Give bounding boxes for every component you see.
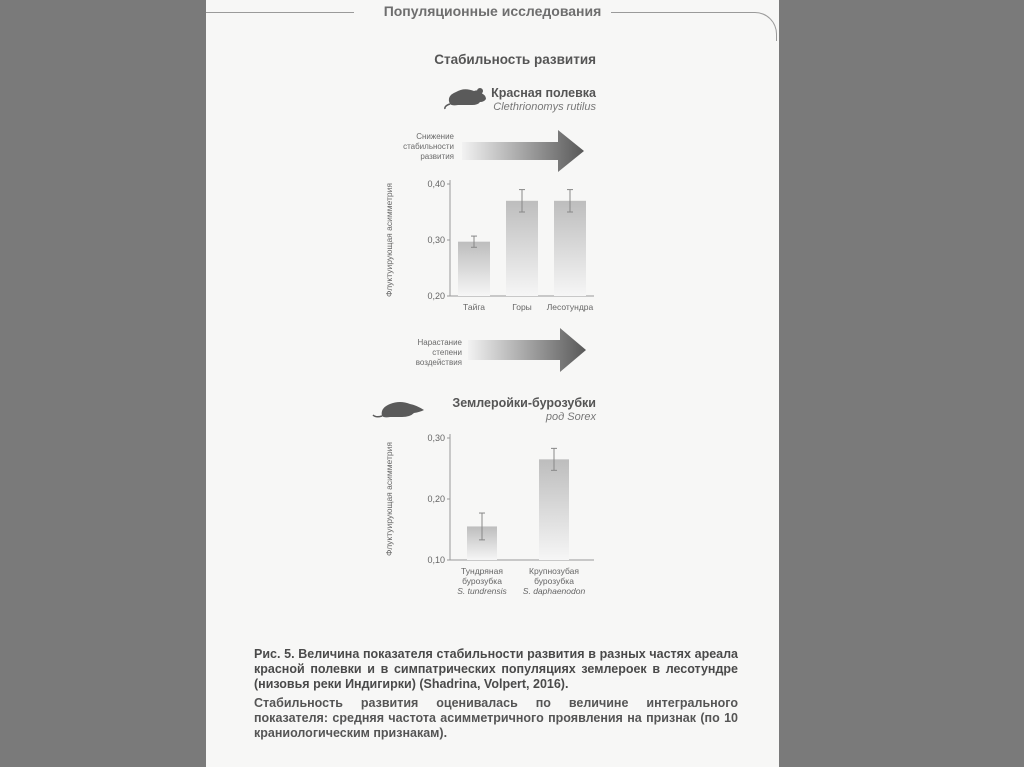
caption-text: Стабильность развития оценивалась по величине интегрального показателя: средняя частота асимметричного проявления на признак (по 10 краниологическим признакам).: [254, 696, 738, 740]
chart-shrew: [382, 424, 602, 608]
arrow2-label: Нарастание степени воздействия: [415, 338, 462, 367]
y-tick-label: 0,40: [427, 179, 445, 189]
species1-latin: Clethrionomys rutilus: [493, 101, 596, 113]
category-label: Тайга: [463, 302, 485, 312]
y-axis-label: Флуктуирующая асимметрия: [384, 183, 394, 297]
bar: [506, 201, 538, 296]
arrow2-icon: [468, 328, 588, 372]
category-label: Лесотундра: [546, 302, 594, 312]
category-label: бурозубка: [534, 576, 574, 586]
category-label: Тундряная: [461, 566, 503, 576]
y-axis-label: Флуктуирующая асимметрия: [384, 442, 394, 556]
y-tick-label: 0,30: [427, 433, 445, 443]
category-label: S. tundrensis: [457, 586, 507, 596]
figure-title: Стабильность развития: [434, 52, 596, 67]
figure-caption: [254, 647, 738, 741]
y-tick-label: 0,30: [427, 235, 445, 245]
y-tick-label: 0,20: [427, 494, 445, 504]
bar: [539, 459, 569, 560]
category-label: бурозубка: [462, 576, 502, 586]
category-label: S. daphaenodon: [522, 586, 586, 596]
category-label: Крупнозубая: [529, 566, 579, 576]
y-tick-label: 0,20: [427, 291, 445, 301]
document-page: [206, 0, 779, 767]
caption-title: Рис. 5. Величина показателя стабильности развития в разных частях ареала красной полевки и в симпатрических популяциях землероек в лесотундре (низовья реки Индигирки) (Shadrina, Volpert, 2016).: [254, 647, 738, 691]
category-label: Горы: [512, 302, 532, 312]
species2-name: Землеройки-бурозубки: [452, 396, 596, 410]
species2-latin: род Sorex: [545, 411, 596, 423]
section-header: Популяционные исследования: [206, 3, 779, 19]
species1-name: Красная полевка: [491, 86, 596, 100]
y-tick-label: 0,10: [427, 555, 445, 565]
bar: [554, 201, 586, 296]
arrow1-label: Снижение стабильности развития: [403, 132, 454, 161]
bar: [458, 242, 490, 296]
arrow1-icon: [462, 130, 586, 172]
chart-vole: [382, 172, 602, 328]
